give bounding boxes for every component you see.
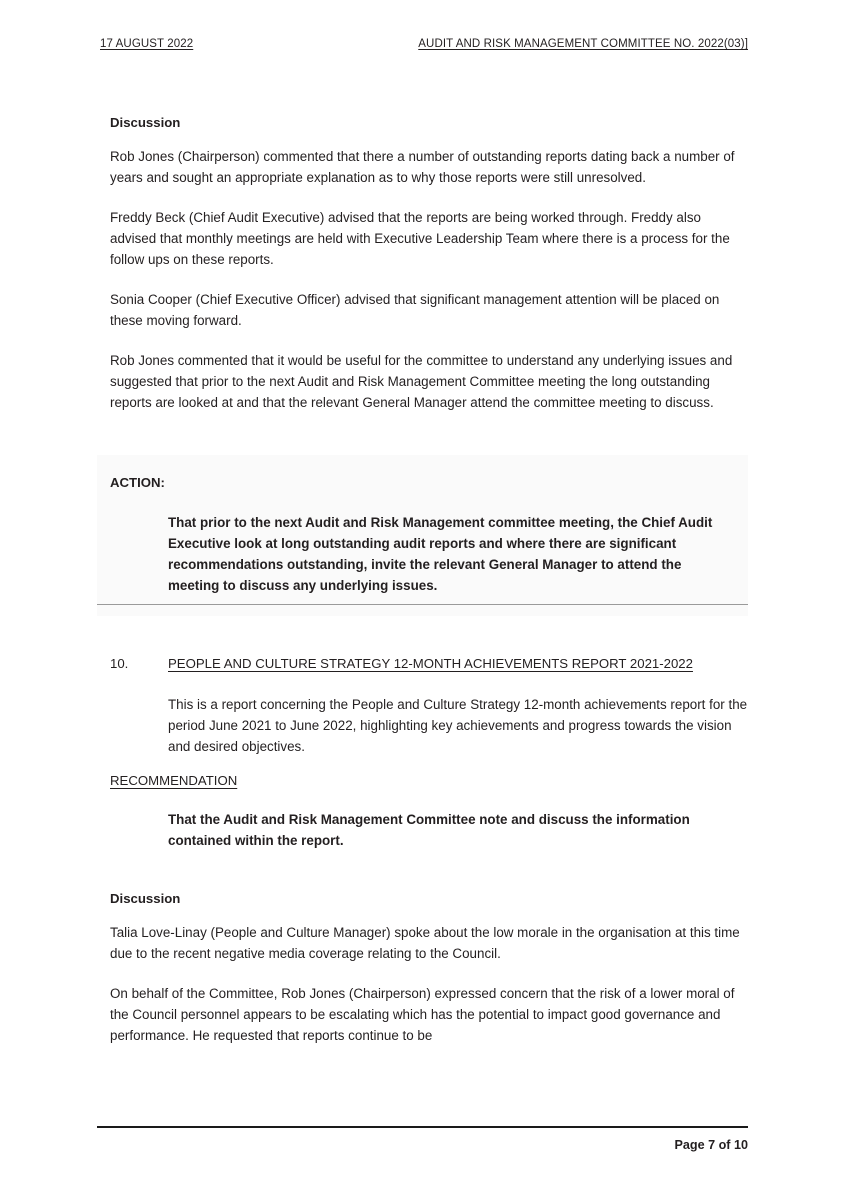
- discussion-paragraph: Talia Love-Linay (People and Culture Manager) spoke about the low morale in the organisation at this time due to the recent negative media coverage relating to the Council.: [110, 925, 740, 961]
- agenda-item-title: PEOPLE AND CULTURE STRATEGY 12-MONTH ACHIEVEMENTS REPORT 2021-2022: [168, 656, 693, 671]
- discussion-section-two: [110, 888, 750, 1046]
- discussion-paragraph: Freddy Beck (Chief Audit Executive) advised that the reports are being worked through. Freddy also advised that monthly meetings are held with Executive Leadership Team where there is a process for the follow ups on these reports.: [110, 210, 730, 267]
- recommendation-label: RECOMMENDATION: [110, 773, 238, 788]
- recommendation-text: That the Audit and Risk Management Committee note and discuss the information contained within the report.: [168, 812, 690, 848]
- page-number: Page 7 of 10: [674, 1138, 748, 1152]
- discussion-heading: Discussion: [110, 115, 181, 130]
- action-block: [97, 455, 748, 616]
- discussion-section-one: [110, 112, 750, 413]
- action-text: That prior to the next Audit and Risk Management committee meeting, the Chief Audit Executive look at long outstanding audit reports and where there are significant recommendations outstanding, invite the relevant General Manager to attend the meeting to discuss any underlying issues.: [168, 515, 713, 593]
- discussion-paragraph: Sonia Cooper (Chief Executive Officer) advised that significant management attention will be placed on these moving forward.: [110, 292, 720, 328]
- discussion-paragraph: On behalf of the Committee, Rob Jones (Chairperson) expressed concern that the risk of a lower moral of the Council personnel appears to be escalating which has the potential to impact good governance and performance. He requested that reports continue to be: [110, 986, 735, 1043]
- header-date: 17 AUGUST 2022: [100, 38, 194, 50]
- header-committee-reference: AUDIT AND RISK MANAGEMENT COMMITTEE NO. 2022(03)]: [418, 38, 748, 50]
- discussion-paragraph: Rob Jones (Chairperson) commented that there a number of outstanding reports dating back a number of years and sought an appropriate explanation as to why those reports were still unresolved.: [110, 149, 735, 185]
- agenda-heading-row: [110, 654, 750, 674]
- agenda-item-body: This is a report concerning the People and Culture Strategy 12-month achievements report for the period June 2021 to June 2022, highlighting key achievements and progress towards the vision and desired objectives.: [168, 697, 748, 754]
- agenda-item-number: 10.: [110, 656, 129, 671]
- section-divider: [97, 604, 748, 605]
- agenda-item-10: [110, 654, 750, 757]
- discussion-paragraph: Rob Jones commented that it would be useful for the committee to understand any underlying issues and suggested that prior to the next Audit and Risk Management Committee meeting the long outstanding reports are looked at and that the relevant General Manager attend the committee meeting to discuss.: [110, 353, 733, 410]
- document-header: [97, 38, 748, 56]
- action-label: ACTION:: [110, 475, 165, 490]
- footer-divider: [97, 1126, 748, 1128]
- discussion-heading: Discussion: [110, 891, 181, 906]
